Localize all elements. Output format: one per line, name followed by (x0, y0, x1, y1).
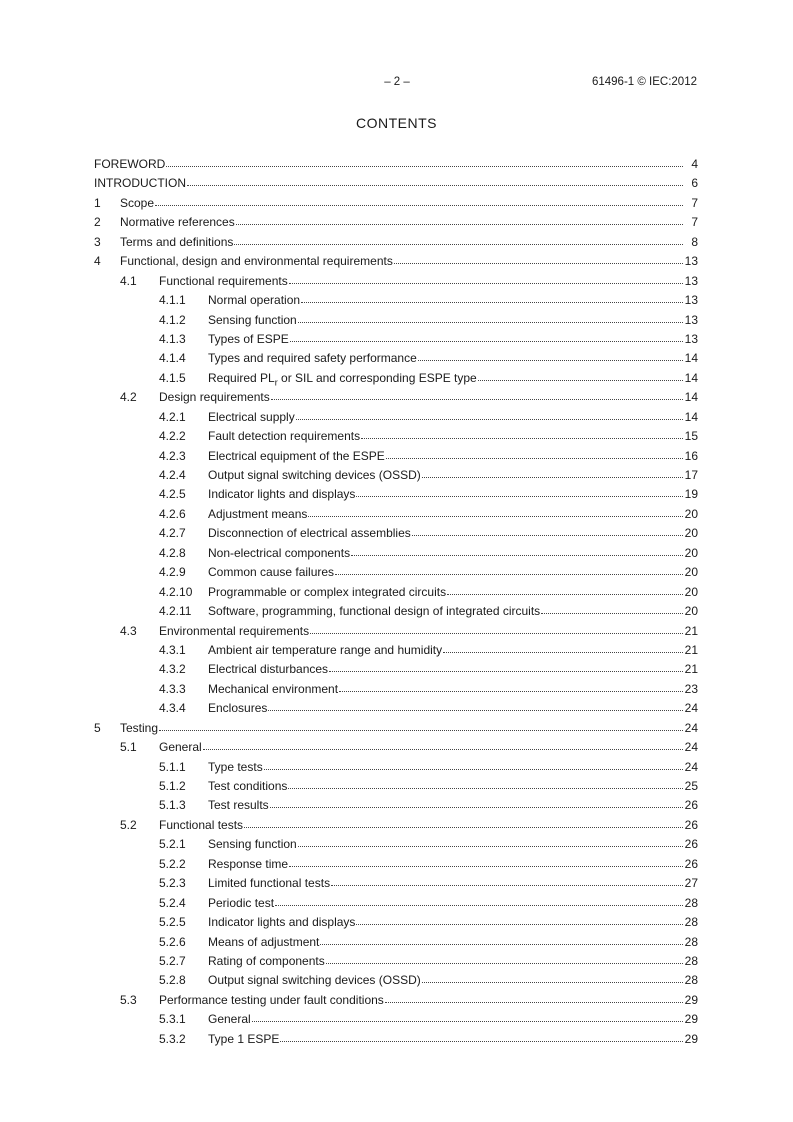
toc-entry[interactable] (94, 662, 698, 681)
toc-entry-page: 16 (684, 448, 698, 463)
toc-entry-page: 20 (684, 545, 698, 560)
toc-entry-title: Ambient air temperature range and humidity (208, 642, 443, 657)
toc-entry-number: 4.2.3 (159, 448, 186, 463)
toc-entry-page: 20 (684, 565, 698, 580)
toc-entry-title: Testing (120, 720, 159, 735)
toc-entry-number: 5.2.7 (159, 953, 186, 968)
toc-entry-number: 4.3.2 (159, 662, 186, 677)
toc-entry-number: 5.2 (120, 817, 137, 832)
dot-leader (412, 526, 683, 536)
toc-entry-number: 4.2.7 (159, 526, 186, 541)
toc-entry[interactable] (94, 876, 698, 895)
dot-leader (422, 468, 683, 478)
toc-entry-title: Types of ESPE (208, 331, 289, 346)
toc-entry-number: 4.3.3 (159, 681, 186, 696)
toc-entry-number: 4.1 (120, 273, 137, 288)
toc-entry-number: 3 (94, 234, 101, 249)
toc-entry[interactable] (94, 701, 698, 720)
toc-entry-number: 5.2.8 (159, 973, 186, 988)
dot-leader (244, 818, 683, 828)
toc-entry-page: 29 (684, 1031, 698, 1046)
toc-entry[interactable] (94, 585, 698, 604)
toc-entry-title: Scope (120, 195, 155, 210)
toc-entry[interactable] (94, 313, 698, 332)
dot-leader (310, 624, 683, 634)
toc-entry-number: 5.3 (120, 992, 137, 1007)
dot-leader (385, 993, 683, 1003)
toc-entry-title: Response time (208, 856, 289, 871)
toc-entry-number: 2 (94, 215, 101, 230)
toc-entry-title: Common cause failures (208, 565, 335, 580)
dot-leader (155, 196, 683, 206)
dot-leader (268, 701, 683, 711)
toc-entry-page: 6 (691, 176, 698, 191)
toc-entry-page: 24 (684, 759, 698, 774)
toc-entry-title: Programmable or complex integrated circuits (208, 584, 447, 599)
toc-entry-page: 7 (691, 195, 698, 210)
toc-entry-page: 14 (684, 370, 698, 385)
toc-entry-title: Output signal switching devices (OSSD) (208, 468, 421, 482)
toc-entry[interactable] (94, 410, 698, 429)
dot-leader (288, 779, 683, 789)
toc-entry[interactable] (94, 429, 698, 448)
toc-entry-title: Means of adjustment (208, 934, 320, 949)
toc-entry[interactable] (94, 604, 698, 623)
dot-leader (335, 565, 683, 575)
dot-leader (290, 332, 683, 342)
toc-entry-page: 27 (684, 876, 698, 891)
toc-entry[interactable] (94, 740, 698, 759)
dot-leader (252, 1012, 683, 1022)
toc-entry-page: 20 (684, 584, 698, 599)
toc-entry[interactable] (94, 487, 698, 506)
toc-entry[interactable] (94, 837, 698, 856)
toc-entry-number: 4.2.10 (159, 584, 193, 599)
toc-entry-title: General (159, 740, 202, 755)
toc-entry-title: Enclosures (208, 701, 268, 716)
toc-entry-page: 13 (684, 331, 698, 346)
toc-entry[interactable] (94, 915, 698, 934)
toc-entry-number: 5.2.2 (159, 856, 186, 871)
toc-entry-number: 4.2.11 (159, 604, 192, 619)
toc-entry[interactable] (94, 254, 698, 273)
toc-entry-number: 4.3 (120, 623, 137, 638)
table-of-contents (94, 157, 698, 1051)
toc-entry-page: 13 (684, 273, 698, 288)
toc-entry[interactable] (94, 157, 698, 176)
toc-entry-number: 5.1.3 (159, 798, 186, 813)
toc-entry-number: 5.1.2 (159, 779, 186, 793)
toc-entry-title: Fault detection requirements (208, 429, 361, 444)
dot-leader (203, 740, 683, 750)
toc-entry-title: Type tests (208, 759, 263, 774)
toc-entry[interactable] (94, 274, 698, 293)
toc-entry-title: Indicator lights and displays (208, 487, 356, 502)
dot-leader (443, 643, 683, 653)
toc-entry-page: 14 (684, 390, 698, 405)
dot-leader (298, 313, 683, 323)
toc-entry[interactable] (94, 215, 698, 234)
toc-entry[interactable] (94, 1012, 698, 1031)
toc-entry-title: Test conditions (208, 779, 288, 793)
toc-entry-page: 20 (684, 526, 698, 541)
toc-entry-page: 29 (684, 1012, 698, 1027)
toc-entry-number: 4.2.8 (159, 545, 186, 560)
toc-entry-title: FOREWORD (94, 157, 166, 171)
toc-entry[interactable] (94, 973, 698, 992)
toc-entry-page: 13 (684, 293, 698, 308)
toc-entry[interactable] (94, 682, 698, 701)
toc-entry-page: 4 (691, 157, 698, 171)
toc-entry[interactable] (94, 721, 698, 740)
toc-entry-page: 20 (684, 604, 698, 619)
toc-entry-page: 28 (684, 973, 698, 988)
toc-entry-page: 7 (691, 215, 698, 230)
toc-entry-title: Design requirements (159, 390, 270, 405)
toc-entry[interactable] (94, 565, 698, 584)
toc-entry-page: 28 (684, 895, 698, 910)
toc-entry-number: 4.2.1 (159, 409, 186, 424)
toc-entry[interactable] (94, 818, 698, 837)
toc-entry-number: 4.2.5 (159, 487, 186, 502)
toc-entry[interactable] (94, 526, 698, 545)
toc-entry-page: 26 (684, 798, 698, 813)
toc-entry-page: 26 (684, 837, 698, 852)
toc-entry-title: Functional, design and environmental requirements (120, 254, 393, 269)
dot-leader (289, 274, 683, 284)
toc-entry-title: Mechanical environment (208, 681, 339, 696)
toc-entry-page: 25 (684, 779, 698, 793)
toc-entry[interactable] (94, 351, 698, 370)
toc-entry[interactable] (94, 507, 698, 526)
page-title: CONTENTS (356, 115, 437, 131)
toc-entry-title: Limited functional tests (208, 876, 331, 891)
toc-entry-title: Normative references (120, 215, 235, 230)
toc-entry[interactable] (94, 857, 698, 876)
toc-entry[interactable] (94, 779, 698, 798)
toc-entry-number: 5.3.2 (159, 1031, 186, 1046)
toc-entry-title: Rating of components (208, 953, 325, 968)
toc-entry-number: 4.2.2 (159, 429, 186, 444)
toc-entry-number: 4.1.1 (159, 293, 186, 308)
dot-leader (386, 449, 683, 459)
toc-entry-number: 4.2.9 (159, 565, 186, 580)
dot-leader (166, 157, 683, 167)
toc-entry[interactable] (94, 954, 698, 973)
toc-entry[interactable] (94, 371, 698, 390)
toc-entry-page: 28 (684, 915, 698, 930)
toc-entry[interactable] (94, 293, 698, 312)
toc-entry[interactable] (94, 546, 698, 565)
toc-entry[interactable] (94, 1032, 698, 1051)
dot-leader (264, 760, 683, 770)
dot-leader (418, 351, 683, 361)
toc-entry[interactable] (94, 624, 698, 643)
toc-entry-number: 4.1.5 (159, 370, 186, 385)
toc-entry[interactable] (94, 332, 698, 351)
toc-entry[interactable] (94, 196, 698, 215)
toc-entry[interactable] (94, 468, 698, 487)
dot-leader (270, 798, 683, 808)
toc-entry-title: Types and required safety performance (208, 351, 417, 366)
toc-entry-title: INTRODUCTION (94, 176, 186, 191)
toc-entry-page: 19 (684, 487, 698, 502)
toc-entry-title: Environmental requirements (159, 623, 310, 638)
toc-entry-page: 21 (684, 623, 698, 638)
toc-entry-number: 5.3.1 (159, 1012, 186, 1027)
toc-entry-number: 4.2.4 (159, 468, 186, 482)
dot-leader (275, 896, 683, 906)
dot-leader (298, 837, 683, 847)
dot-leader (320, 935, 683, 945)
toc-entry-title: Electrical equipment of the ESPE (208, 448, 385, 463)
toc-entry-number: 4.1.2 (159, 312, 186, 327)
toc-entry-number: 4.2 (120, 390, 137, 405)
toc-entry-number: 5.2.5 (159, 915, 186, 930)
toc-entry-page: 24 (684, 701, 698, 716)
toc-entry-number: 4.1.4 (159, 351, 186, 366)
toc-entry-title: Required $PL_r$ or SIL and corresponding ESPE type (208, 370, 477, 388)
toc-entry-page: 28 (684, 934, 698, 949)
toc-entry-title: Electrical disturbances (208, 662, 329, 677)
toc-entry-title: Normal operation (208, 293, 301, 308)
toc-entry-title: Sensing function (208, 837, 297, 852)
dot-leader (326, 954, 683, 964)
dot-leader (339, 682, 683, 692)
toc-entry-title: General (208, 1012, 251, 1027)
toc-entry-page: 14 (684, 409, 698, 424)
toc-entry-number: 4.2.6 (159, 506, 186, 521)
toc-entry-title: Periodic test (208, 895, 275, 910)
toc-entry-page: 21 (684, 642, 698, 657)
toc-entry-title: Adjustment means (208, 506, 308, 521)
toc-entry-title: Functional tests (159, 817, 244, 832)
dot-leader (236, 215, 683, 225)
dot-leader (289, 857, 683, 867)
toc-entry-number: 4.3.4 (159, 701, 186, 716)
dot-leader (331, 876, 683, 886)
toc-entry-title: Output signal switching devices (OSSD) (208, 973, 421, 988)
dot-leader (280, 1032, 683, 1042)
toc-entry-number: 4.3.1 (159, 642, 186, 657)
dot-leader (422, 973, 683, 983)
toc-entry-title: Test results (208, 798, 269, 813)
dot-leader (296, 410, 683, 420)
dot-leader (187, 176, 683, 186)
toc-entry-page: 23 (684, 681, 698, 696)
toc-entry[interactable] (94, 643, 698, 662)
toc-entry-title: Type 1 ESPE (208, 1031, 280, 1046)
toc-entry-title: Functional requirements (159, 273, 288, 288)
toc-entry-page: 20 (684, 506, 698, 521)
dot-leader (541, 604, 683, 614)
toc-entry-number: 5.1.1 (159, 759, 186, 774)
toc-entry-number: 5.2.1 (159, 837, 186, 852)
toc-entry-number: 5 (94, 720, 101, 735)
toc-entry-title: Disconnection of electrical assemblies (208, 526, 411, 541)
dot-leader (301, 293, 683, 303)
dot-leader (329, 662, 683, 672)
toc-entry-number: 4.1.3 (159, 331, 186, 346)
toc-entry-page: 21 (684, 662, 698, 677)
toc-entry-title: Indicator lights and displays (208, 915, 356, 930)
toc-entry-title: Performance testing under fault conditions (159, 992, 384, 1007)
toc-entry-page: 29 (684, 992, 698, 1007)
toc-entry[interactable] (94, 235, 698, 254)
toc-entry[interactable] (94, 449, 698, 468)
toc-entry-title: Software, programming, functional design of integrated circuits (208, 604, 541, 619)
dot-leader (394, 254, 683, 264)
toc-entry-page: 14 (684, 351, 698, 366)
dot-leader (356, 915, 683, 925)
toc-entry[interactable] (94, 176, 698, 195)
toc-entry-number: 1 (94, 195, 101, 210)
dot-leader (478, 371, 683, 381)
toc-entry-title: Terms and definitions (120, 234, 234, 249)
toc-entry-number: 4 (94, 254, 101, 269)
toc-entry[interactable] (94, 896, 698, 915)
toc-entry-page: 15 (684, 429, 698, 444)
toc-entry[interactable] (94, 993, 698, 1012)
page-number: – 2 – (384, 76, 410, 88)
toc-entry-page: 8 (691, 234, 698, 249)
toc-entry-page: 17 (684, 468, 698, 482)
toc-entry-number: 5.2.3 (159, 876, 186, 891)
toc-entry-number: 5.2.6 (159, 934, 186, 949)
toc-entry-page: 24 (684, 720, 698, 735)
dot-leader (271, 390, 683, 400)
toc-entry-title: Sensing function (208, 312, 297, 327)
dot-leader (234, 235, 683, 245)
toc-entry-page: 26 (684, 817, 698, 832)
dot-leader (159, 721, 683, 731)
toc-entry[interactable] (94, 935, 698, 954)
toc-entry-number: 5.1 (120, 740, 137, 755)
dot-leader (361, 429, 683, 439)
toc-entry-number: 5.2.4 (159, 895, 186, 910)
toc-entry-title: Non-electrical components (208, 545, 351, 560)
toc-entry[interactable] (94, 390, 698, 409)
dot-leader (447, 585, 683, 595)
toc-entry-page: 13 (684, 254, 698, 269)
toc-entry-title: Electrical supply (208, 409, 295, 424)
toc-entry-page: 28 (684, 953, 698, 968)
toc-entry[interactable] (94, 760, 698, 779)
toc-entry-page: 24 (684, 740, 698, 755)
toc-entry-page: 13 (684, 312, 698, 327)
toc-entry-page: 26 (684, 856, 698, 871)
dot-leader (308, 507, 683, 517)
dot-leader (351, 546, 683, 556)
toc-entry[interactable] (94, 798, 698, 817)
dot-leader (356, 487, 683, 497)
document-reference: 61496-1 © IEC:2012 (591, 76, 697, 88)
